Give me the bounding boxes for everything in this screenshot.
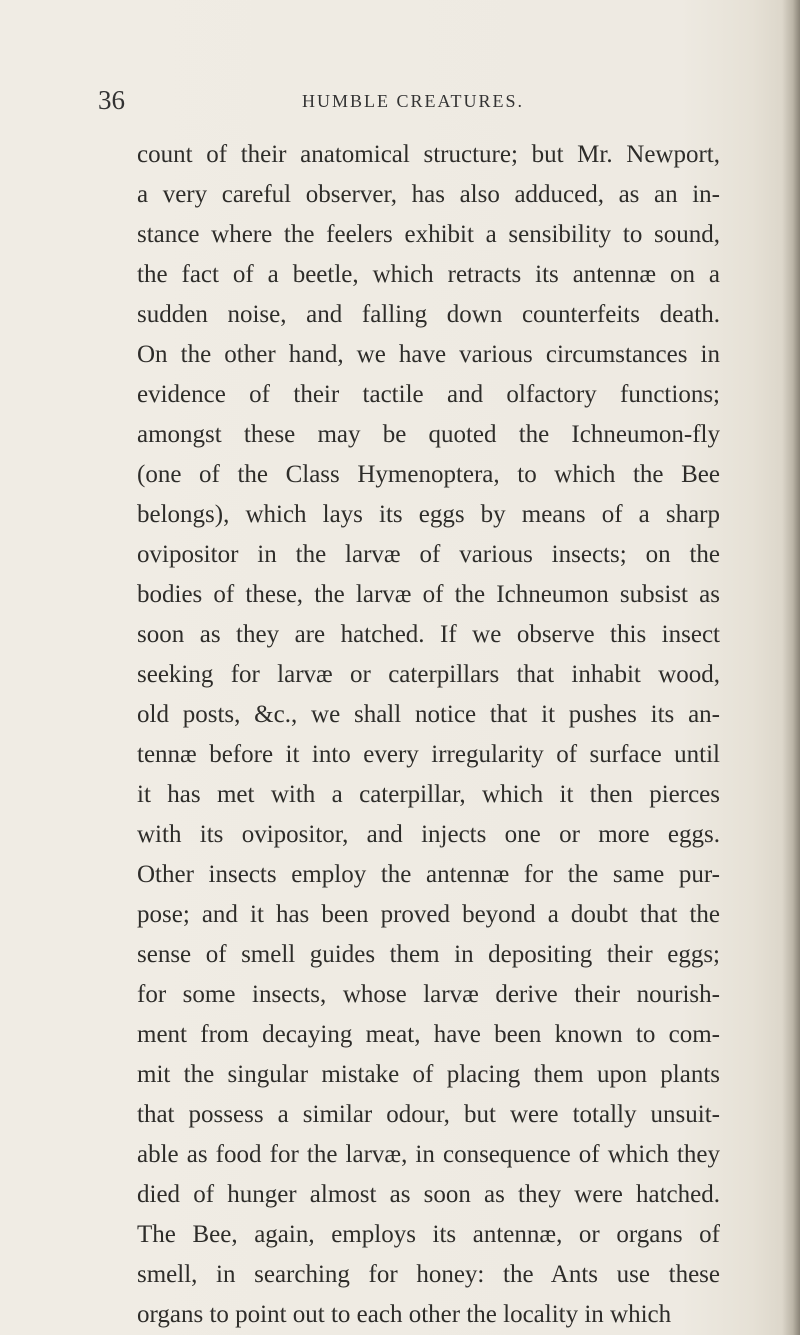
text-line: old posts, &c., we shall notice that it pushes its an- [137,701,720,728]
page-edge-shadow [782,0,800,1335]
text-line: pose; and it has been proved beyond a doubt that the [137,901,720,928]
text-line: stance where the feelers exhibit a sensibility to sound, [137,221,720,248]
text-line: died of hunger almost as soon as they were hatched. [137,1181,720,1208]
page-number: 36 [98,85,125,115]
text-line: The Bee, again, employs its antennæ, or organs of [137,1221,720,1248]
text-line: sudden noise, and falling down counterfeits death. [137,301,720,328]
running-head: HUMBLE CREATURES. [302,91,525,111]
text-line: bodies of these, the larvæ of the Ichneumon subsist as [137,581,720,608]
text-line: (one of the Class Hymenoptera, to which the Bee [137,461,720,488]
text-line: count of their anatomical structure; but Mr. Newport, [137,141,720,168]
text-line: it has met with a caterpillar, which it then pierces [137,781,720,808]
text-line: able as food for the larvæ, in consequence of which they [137,1141,720,1168]
text-line: a very careful observer, has also adduced, as an in- [137,181,720,208]
text-line: Other insects employ the antennæ for the same pur- [137,861,720,888]
text-line: mit the singular mistake of placing them upon plants [137,1061,720,1088]
text-line: the fact of a beetle, which retracts its antennæ on a [137,261,720,288]
text-line: On the other hand, we have various circumstances in [137,341,720,368]
text-line: with its ovipositor, and injects one or more eggs. [137,821,720,848]
page-header [98,82,758,122]
text-line: soon as they are hatched. If we observe this insect [137,621,720,648]
text-line: tennæ before it into every irregularity of surface until [137,741,720,768]
text-line: that possess a similar odour, but were totally unsuit- [137,1101,720,1128]
text-line: ment from decaying meat, have been known to com- [137,1021,720,1048]
text-line: seeking for larvæ or caterpillars that inhabit wood, [137,661,720,688]
text-line: sense of smell guides them in depositing their eggs; [137,941,720,968]
text-line: belongs), which lays its eggs by means of a sharp [137,501,720,528]
text-line: evidence of their tactile and olfactory functions; [137,381,720,408]
text-line: smell, in searching for honey: the Ants use these [137,1261,720,1288]
text-line: for some insects, whose larvæ derive their nourish- [137,981,720,1008]
text-line: ovipositor in the larvæ of various insects; on the [137,541,720,568]
body-text [137,135,777,1335]
text-line: organs to point out to each other the locality in which [137,1301,672,1328]
text-line: amongst these may be quoted the Ichneumon-fly [137,421,720,448]
